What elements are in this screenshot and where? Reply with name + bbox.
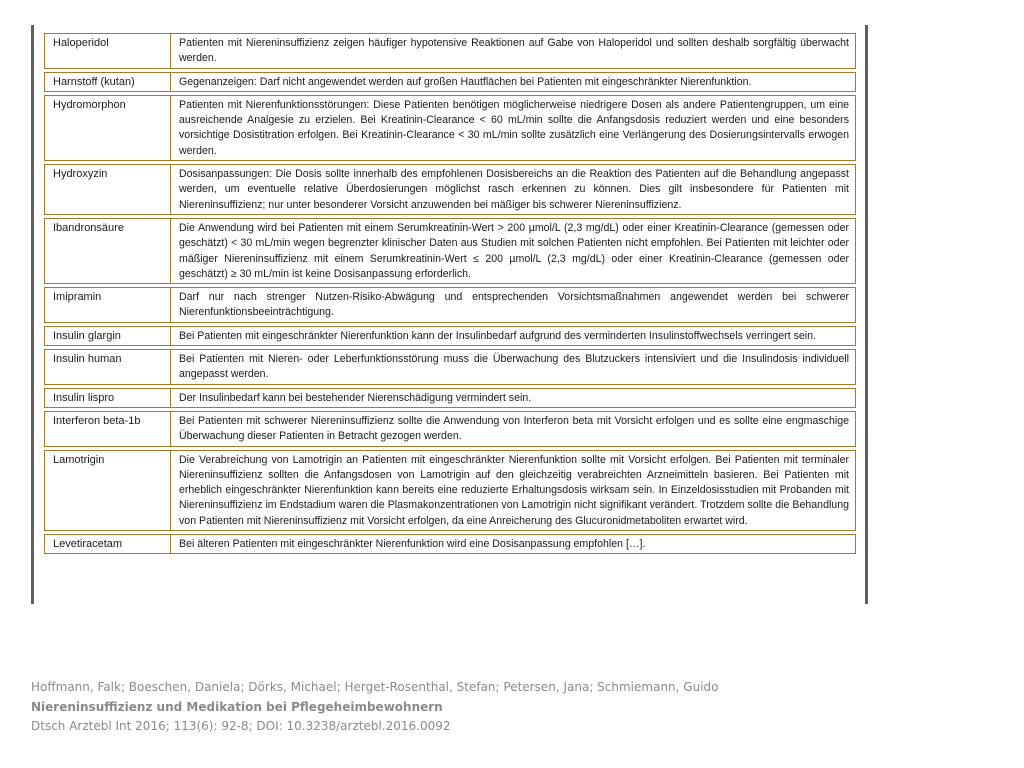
citation-source: Dtsch Arztebl Int 2016; 113(6): 92-8; DOI: 10.3238/arztebl.2016.0092 — [31, 719, 451, 733]
renal-note: Patienten mit Niereninsuffizienz zeigen häufiger hypotensive Reaktionen auf Gabe von Haloperidol und sollten deshalb sorgfältig überwacht werden. — [170, 33, 856, 69]
citation-authors: Hoffmann, Falk; Boeschen, Daniela; Dörks, Michael; Herget-Rosenthal, Stefan; Petersen, Jana; Schmiemann, Guido — [31, 680, 719, 694]
renal-note: Darf nur nach strenger Nutzen-Risiko-Abwägung und entsprechenden Vorsichtsmaßnahmen angewendet werden bei schwerer Nierenfunktionsbeeinträchtigung. — [170, 287, 856, 323]
table-row — [44, 349, 856, 385]
table-row — [44, 326, 856, 346]
table-row — [44, 95, 856, 161]
drug-name: Levetiracetam — [44, 534, 170, 554]
drug-name: Hydromorphon — [44, 95, 170, 161]
drug-name: Hydroxyzin — [44, 164, 170, 215]
table-row — [44, 218, 856, 284]
renal-note: Bei älteren Patienten mit eingeschränkter Nierenfunktion wird eine Dosisanpassung empfohlen […]. — [170, 534, 856, 554]
table-row — [44, 164, 856, 215]
renal-note: Bei Patienten mit schwerer Niereninsuffizienz sollte die Anwendung von Interferon beta mit Vorsicht erfolgen und es sollte eine engmaschige Überwachung dieser Patienten in Betracht gezogen werden. — [170, 411, 856, 447]
citation — [31, 678, 718, 737]
renal-note: Die Verabreichung von Lamotrigin an Patienten mit eingeschränkter Nierenfunktion sollte mit Vorsicht erfolgen. Bei Patienten mit terminaler Niereninsuffizienz sollten die Anfangsdosen von Lamotrigin auf den gleichzeitig verabreichten Arzneimitteln basieren. Bei Patienten mit erheblich eingeschränkter Nierenfunktion kann bereits eine reduzierte Erhaltungsdosis wirksam sein. In Einzeldosisstudien mit Probanden mit Niereninsuffizienz im Endstadium waren die Plasmakonzentrationen von Lamotrigin nicht signifikant verändert. Trotzdem sollte die Behandlung von Patienten mit Niereninsuffizienz mit Vorsicht erfolgen, da eine Anreicherung des Glucuronidmetaboliten erwartet wird. — [170, 450, 856, 531]
drug-name: Ibandronsäure — [44, 218, 170, 284]
table-row — [44, 388, 856, 408]
drug-name: Haloperidol — [44, 33, 170, 69]
drug-table — [44, 30, 856, 557]
drug-name: Insulin lispro — [44, 388, 170, 408]
renal-note: Bei Patienten mit Nieren- oder Leberfunktionsstörung muss die Überwachung des Blutzuckers intensiviert und die Insulindosis individuell angepasst werden. — [170, 349, 856, 385]
table-row — [44, 287, 856, 323]
drug-name: Imipramin — [44, 287, 170, 323]
drug-table-image — [31, 25, 868, 604]
table-row — [44, 534, 856, 554]
drug-name: Harnstoff (kutan) — [44, 72, 170, 92]
table-row — [44, 411, 856, 447]
drug-name: Insulin human — [44, 349, 170, 385]
renal-note: Gegenanzeigen: Darf nicht angewendet werden auf großen Hautflächen bei Patienten mit eingeschränkter Nierenfunktion. — [170, 72, 856, 92]
drug-name: Lamotrigin — [44, 450, 170, 531]
table-row — [44, 450, 856, 531]
citation-title: Niereninsuffizienz und Medikation bei Pflegeheimbewohnern — [31, 699, 443, 714]
table-row — [44, 33, 856, 69]
drug-name: Interferon beta-1b — [44, 411, 170, 447]
renal-note: Der Insulinbedarf kann bei bestehender Nierenschädigung vermindert sein. — [170, 388, 856, 408]
renal-note: Patienten mit Nierenfunktionsstörungen: Diese Patienten benötigen möglicherweise niedrigere Dosen als andere Patientengruppen, um eine ausreichende Analgesie zu erzielen. Bei Kreatinin-Clearance < 60 mL/min sollte die Anfangsdosis reduziert werden und eine besonders vorsichtige Dosistitration erfolgen. Bei Kreatinin-Clearance < 30 mL/min sollte zusätzlich eine Verlängerung des Dosierungsintervalls erwogen werden. — [170, 95, 856, 161]
renal-note: Dosisanpassungen: Die Dosis sollte innerhalb des empfohlenen Dosisbereichs an die Reaktion des Patienten auf die Behandlung angepasst werden, um eventuelle relative Überdosierungen möglichst rasch erkennen zu können. Dies gilt insbesondere für Patienten mit Niereninsuffizienz; nur unter besonderer Vorsicht anzuwenden bei mäßiger bis schwerer Niereninsuffizienz. — [170, 164, 856, 215]
drug-name: Insulin glargin — [44, 326, 170, 346]
table-row — [44, 72, 856, 92]
renal-note: Bei Patienten mit eingeschränkter Nierenfunktion kann der Insulinbedarf aufgrund des verminderten Insulinstoffwechsels verringert sein. — [170, 326, 856, 346]
renal-note: Die Anwendung wird bei Patienten mit einem Serumkreatinin-Wert > 200 µmol/L (2,3 mg/dL) oder einer Kreatinin-Clearance (gemessen oder geschätzt) < 30 mL/min wegen begrenzter klinischer Daten aus Studien mit solchen Patienten nicht empfohlen. Bei Patienten mit leichter oder mäßiger Niereninsuffizienz mit einem Serumkreatinin-Wert ≤ 200 µmol/L (2,3 mg/dL) oder einer Kreatinin-Clearance (gemessen oder geschätzt) ≥ 30 mL/min ist keine Dosisanpassung erforderlich. — [170, 218, 856, 284]
